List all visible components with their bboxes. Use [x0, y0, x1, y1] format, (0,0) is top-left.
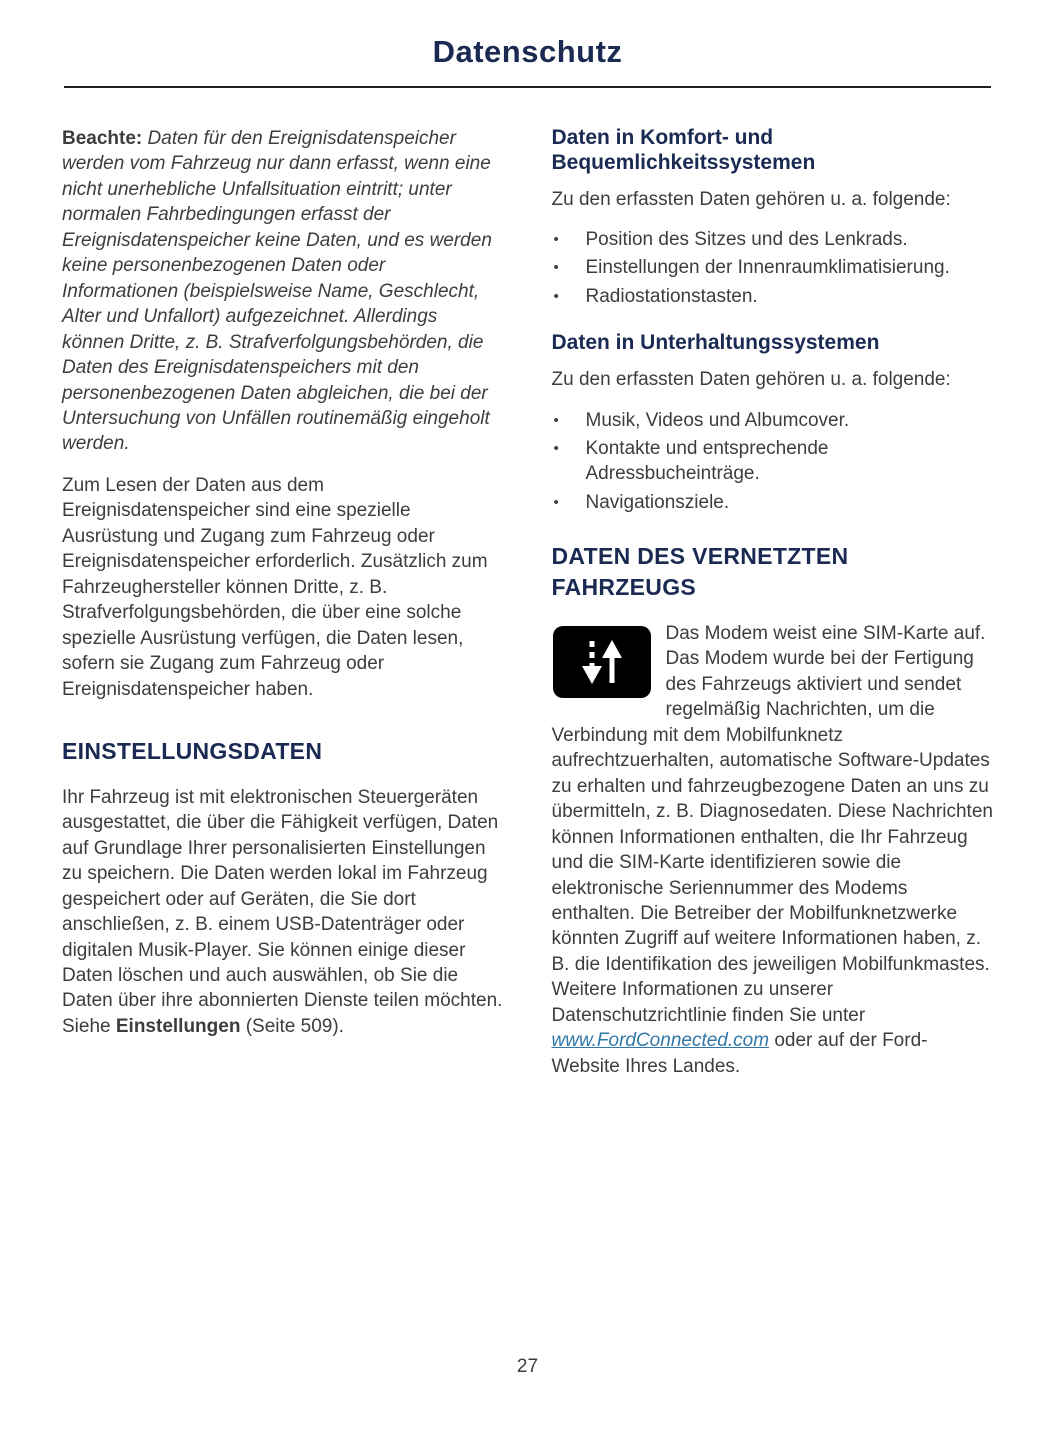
komfort-intro: Zu den erfassten Daten gehören u. a. folgende: — [551, 188, 951, 210]
settings-data-paragraph — [62, 785, 504, 1040]
page-header — [0, 0, 1055, 88]
heading-vernetztes-fahrzeug: DATEN DES VERNETZTEN FAHRZEUGS — [551, 543, 849, 601]
list-item: • Einstellungen der Innenraumklimatisierung. — [552, 255, 994, 280]
modem-data-transfer-icon — [552, 625, 652, 699]
page-footer — [0, 1356, 1055, 1378]
list-item: • Radiostationstasten. — [552, 284, 994, 309]
right-column — [552, 126, 994, 1094]
note-paragraph — [62, 126, 504, 457]
connected-vehicle-text-2: oder auf der Ford-Website Ihres Landes. — [551, 1030, 928, 1077]
list-item: • Kontakte und entsprechende Adressbucheinträge. — [552, 436, 994, 487]
two-column-body — [0, 88, 1055, 1094]
settings-cross-reference: Einstellungen — [115, 1015, 241, 1037]
ford-connected-link[interactable]: www.FordConnected.com — [551, 1030, 770, 1052]
unterhaltung-bullet-list — [552, 408, 994, 516]
list-item: • Navigationsziele. — [552, 490, 994, 515]
settings-data-text-1: Ihr Fahrzeug ist mit elektronischen Steuergeräten ausgestattet, die über die Fähigkeit verfügen, Daten auf Grundlage Ihrer personalisierten Einstellungen zu speichern. Die Daten werden lokal im Fahrzeug gespeichert oder auf Geräten, die Sie dort anschließen, z. B. einem USB-Datenträger oder digitalen Musik-Player. Sie können einige dieser Daten löschen und auch auswählen, ob Sie die Daten über ihre abonnierten Dienste teilen möchten. Siehe — [62, 786, 503, 1037]
left-column — [62, 126, 504, 1094]
unterhaltung-intro: Zu den erfassten Daten gehören u. a. folgende: — [551, 369, 951, 391]
heading-unterhaltung-systeme: Daten in Unterhaltungssystemen — [551, 331, 880, 355]
page-number: 27 — [516, 1356, 539, 1377]
connected-vehicle-paragraph — [552, 621, 994, 1079]
settings-data-text-2: (Seite 509). — [240, 1015, 344, 1037]
list-item: • Musik, Videos und Albumcover. — [552, 408, 994, 433]
heading-einstellungsdaten: EINSTELLUNGSDATEN — [62, 737, 323, 764]
heading-komfort-systeme: Daten in Komfort- und Bequemlichkeitssystemen — [551, 126, 816, 174]
komfort-bullet-list — [552, 227, 994, 309]
page-title: Datenschutz — [432, 34, 623, 69]
connected-vehicle-text-1: Das Modem weist eine SIM-Karte auf. Das Modem wurde bei der Fertigung des Fahrzeugs aktiviert und sendet regelmäßig Nachrichten, um die Verbindung mit dem Mobilfunknetz aufrechtzuerhalten, automatische Software-Updates zu erhalten und fahrzeugbezogene Daten an uns zu übermitteln, z. B. Diagnosedaten. Diese Nachrichten können Informationen enthalten, die Ihr Fahrzeug und die SIM-Karte identifizieren sowie die elektronische Seriennummer des Modems enthalten. Die Betreiber der Mobilfunknetzwerke könnten Zugriff auf weitere Informationen haben, z. B. die Identifikation des jeweiligen Mobilfunkmastes. Weitere Informationen zu unserer Datenschutzrichtlinie finden Sie unter — [551, 623, 993, 1026]
list-item: • Position des Sitzes und des Lenkrads. — [552, 227, 994, 252]
note-label: Beachte: — [62, 128, 143, 149]
edr-access-paragraph: Zum Lesen der Daten aus dem Ereignisdatenspeicher sind eine spezielle Ausrüstung und Zugang zum Fahrzeug oder Ereignisdatenspeicher erforderlich. Zusätzlich zum Fahrzeughersteller können Dritte, z. B. Strafverfolgungsbehörden, die über eine solche spezielle Ausrüstung verfügen, die Daten lesen, sofern sie Zugang zum Fahrzeug oder Ereignisdatenspeicher haben. — [62, 474, 488, 700]
note-text: Daten für den Ereignisdatenspeicher werden vom Fahrzeug nur dann erfasst, wenn eine nicht unerhebliche Unfallsituation eintritt; unter normalen Fahrbedingungen erfasst der Ereignisdatenspeicher keine Daten, und es werden keine personenbezogenen Daten oder Informationen (beispielsweise Name, Geschlecht, Alter und Unfallort) aufgezeichnet. Allerdings können Dritte, z. B. Strafverfolgungsbehörden, die Daten des Ereignisdatenspeichers mit den personenbezogenen Daten abgleichen, die bei der Untersuchung von Unfällen routinemäßig eingeholt werden. — [62, 128, 492, 455]
